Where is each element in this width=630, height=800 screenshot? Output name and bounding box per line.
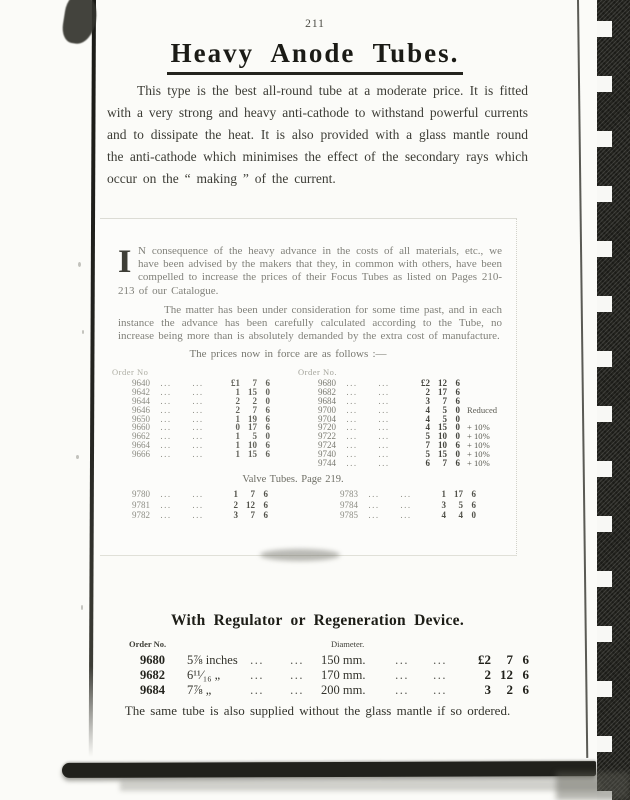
price-p0: £2 <box>421 378 430 389</box>
dots-leader: ... <box>160 440 172 450</box>
page-number: 211 <box>305 18 325 30</box>
price-p1: 5 <box>458 499 463 510</box>
dots-leader: ... <box>378 431 390 442</box>
price-p0: 3 <box>425 396 430 407</box>
price-p1: 5 <box>442 404 447 415</box>
dots-leader: ... <box>346 431 358 442</box>
price-p2: 0 <box>265 396 270 407</box>
price-p0: 2 <box>425 387 430 398</box>
price-p1: 15 <box>248 448 257 459</box>
dots-leader: ... <box>192 448 204 459</box>
dots-leader: ... <box>160 404 172 415</box>
price-p2: 0 <box>265 431 270 442</box>
cell-no: 9660 <box>132 422 150 433</box>
price-p0: 0 <box>235 422 240 433</box>
dots-leader: ... <box>368 510 380 521</box>
cell-no: 9724 <box>318 440 336 450</box>
cell-diameter: 200 mm. <box>321 683 366 698</box>
dots-leader: ... <box>192 396 204 407</box>
dots-leader: ... <box>395 668 409 683</box>
price-p2: 6 <box>263 489 268 500</box>
cell-no: 9780 <box>132 489 150 500</box>
price-p2: 0 <box>455 404 460 415</box>
cell-note <box>460 379 516 388</box>
dots-leader: ... <box>433 653 447 667</box>
notice-paragraph-1-text: N consequence of the heavy advance in the costs of all materials, etc., we have been advised by the makers that they, in common with others, have been compelled to increase the prices of their Focus Tubes as listed on Pages 210-213 of our Catalogue. <box>118 245 502 297</box>
cell-no: 9680 <box>140 653 165 667</box>
cell-no: 9722 <box>318 431 336 442</box>
price-p1: 17 <box>438 387 447 398</box>
dots-leader: ... <box>160 378 172 389</box>
price-p2: 6 <box>455 396 460 407</box>
cell-diameter: 170 mm. <box>321 668 366 683</box>
dots-leader: ... <box>346 396 358 407</box>
price-p1: 7 <box>252 378 257 389</box>
dots-leader: ... <box>192 440 204 450</box>
dots-leader: ... <box>192 489 204 500</box>
price-p1: 7 <box>250 510 255 521</box>
price-p0: 3 <box>441 499 446 510</box>
price-p0: 4 <box>425 404 430 415</box>
price-p2: 6 <box>471 499 476 510</box>
cell-no: 9662 <box>132 431 150 442</box>
dots-leader: ... <box>346 440 358 450</box>
price-p2: 6 <box>455 457 460 468</box>
price-p2: 0 <box>265 387 270 398</box>
cell-no: 9642 <box>132 387 150 398</box>
price-p1: 15 <box>438 422 447 433</box>
cell-no: 9684 <box>318 396 336 407</box>
dots-leader: ... <box>368 499 380 510</box>
dots-leader: ... <box>368 489 380 500</box>
dots-leader: ... <box>160 413 172 424</box>
dots-leader: ... <box>378 378 390 389</box>
order-no-column-header: Order No. <box>129 639 167 649</box>
cell-no: 9646 <box>132 404 150 415</box>
cell-no: 9666 <box>132 448 150 459</box>
cell-size: 5⅞ inches <box>187 653 238 667</box>
price-p0: 4 <box>441 510 446 521</box>
dots-leader: ... <box>160 499 172 510</box>
dots-leader: ... <box>192 413 204 424</box>
prices-intro: The prices now in force are as follows :— <box>189 348 387 361</box>
cell-note: + 10% <box>467 448 490 459</box>
cell-note: + 10% <box>467 422 490 433</box>
cell-no: 9664 <box>132 440 150 450</box>
cell-no: 9682 <box>140 668 165 683</box>
price-p2: 6 <box>471 489 476 500</box>
regulator-heading: With Regulator or Regeneration Device. <box>170 612 464 629</box>
cell-no: 9700 <box>318 404 336 415</box>
cell-no: 9782 <box>132 510 150 521</box>
price-p2: 6 <box>265 448 270 459</box>
price-p1: 17 <box>248 422 257 433</box>
dots-leader: ... <box>160 387 172 398</box>
price-p1: 7 <box>506 652 513 667</box>
price-p2: 0 <box>455 422 460 433</box>
dots-leader: ... <box>160 396 172 407</box>
dots-leader: ... <box>160 422 172 433</box>
price-tables <box>110 367 516 467</box>
cell-note <box>460 388 516 397</box>
dots-leader: ... <box>378 396 390 407</box>
cell-note: + 10% <box>467 431 490 442</box>
price-p1: 4 <box>458 510 463 521</box>
price-p0: 6 <box>425 457 430 468</box>
dots-leader: ... <box>346 387 358 398</box>
price-p2: 6 <box>265 378 270 389</box>
notice-paragraph-2: The matter has been under consideration for some time past, and in each instance the advance has been carefully calculated according to the Tube, no increase being more than is absolutely demanded by the extra cost of manufacture. <box>118 303 502 343</box>
price-p2: 0 <box>455 413 460 424</box>
price-p0: 7 <box>425 440 430 450</box>
dots-leader: ... <box>378 448 390 459</box>
order-no-header-left: Order No <box>112 367 149 378</box>
order-no-header-right: Order No. <box>298 367 337 378</box>
price-p0: 3 <box>233 510 238 521</box>
price-p1: 7 <box>250 489 255 500</box>
price-p1: 5 <box>442 413 447 424</box>
price-p1: 12 <box>246 499 255 510</box>
cell-diameter: 150 mm. <box>321 653 366 667</box>
scan-smudge-slip <box>260 549 340 561</box>
price-p0: 1 <box>441 489 446 500</box>
dots-leader: ... <box>192 431 204 442</box>
price-table-left-wrap <box>110 367 270 467</box>
drop-cap-initial: I <box>118 244 131 280</box>
valve-tables <box>110 489 516 520</box>
price-p1: 2 <box>252 396 257 407</box>
price-table-right <box>296 379 516 467</box>
price-p0: 1 <box>235 413 240 424</box>
price-p1: 10 <box>438 440 447 450</box>
price-p2: 6 <box>455 440 460 450</box>
dots-leader: ... <box>378 413 390 424</box>
dots-leader: ... <box>250 668 264 683</box>
price-p2: 6 <box>455 378 460 389</box>
dots-leader: ... <box>433 668 447 683</box>
price-p0: £2 <box>478 652 491 667</box>
price-p1: 5 <box>252 431 257 442</box>
regulator-section <box>105 612 530 699</box>
cell-no: 9684 <box>140 683 165 698</box>
price-p2: 6 <box>265 413 270 424</box>
dots-leader: ... <box>250 683 264 698</box>
cell-no: 9784 <box>340 499 358 510</box>
dots-leader: ... <box>192 387 204 398</box>
dots-leader: ... <box>160 431 172 442</box>
cell-no: 9744 <box>318 457 336 468</box>
dots-leader: ... <box>192 404 204 415</box>
regulator-table <box>117 653 530 699</box>
price-p0: 1 <box>235 440 240 450</box>
cell-size: 6¹¹⁄₁₆ „ <box>187 668 221 683</box>
price-p2: 6 <box>265 422 270 433</box>
dots-leader: ... <box>192 499 204 510</box>
regulator-table-headers <box>105 639 530 653</box>
title-wrap <box>105 38 525 75</box>
cell-no: 9682 <box>318 387 336 398</box>
dots-leader: ... <box>290 683 304 698</box>
price-p2: 0 <box>471 510 476 521</box>
price-p1: 12 <box>438 378 447 389</box>
dots-leader: ... <box>346 413 358 424</box>
cell-note: Reduced <box>467 404 498 415</box>
price-p2: 6 <box>263 499 268 510</box>
dots-leader: ... <box>378 457 390 468</box>
pasted-notice <box>100 218 517 556</box>
price-p2: 6 <box>265 440 270 450</box>
price-p1: 10 <box>248 440 257 450</box>
dots-leader: ... <box>400 489 412 500</box>
price-p0: £1 <box>231 378 240 389</box>
dots-leader: ... <box>250 653 264 667</box>
dots-leader: ... <box>378 422 390 433</box>
dots-leader: ... <box>346 422 358 433</box>
price-table-left <box>110 379 270 458</box>
dots-leader: ... <box>395 683 409 698</box>
dots-leader: ... <box>192 378 204 389</box>
price-p2: 6 <box>522 652 529 667</box>
price-p1: 10 <box>438 431 447 442</box>
dots-leader: ... <box>346 404 358 415</box>
dots-leader: ... <box>160 448 172 459</box>
cell-no: 9740 <box>318 448 336 459</box>
dots-leader: ... <box>346 378 358 389</box>
footer-note: The same tube is also supplied without the glass mantle if so ordered. <box>124 703 511 718</box>
price-p0: 4 <box>425 422 430 433</box>
price-p2: 6 <box>522 667 529 683</box>
cell-note: + 10% <box>467 457 490 468</box>
price-p0: 1 <box>235 387 240 398</box>
price-p0: 1 <box>233 489 238 500</box>
cell-no: 9720 <box>318 422 336 433</box>
dots-leader: ... <box>378 440 390 450</box>
price-p0: 5 <box>425 448 430 459</box>
price-p2: 6 <box>522 682 529 698</box>
cell-size: 7⅞ „ <box>187 683 212 698</box>
dots-leader: ... <box>192 422 204 433</box>
valve-table-left <box>110 489 268 520</box>
price-p1: 12 <box>500 667 513 683</box>
price-p1: 2 <box>506 682 513 698</box>
dots-leader: ... <box>160 489 172 500</box>
price-p0: 1 <box>235 448 240 459</box>
price-p0: 2 <box>235 396 240 407</box>
cell-no: 9785 <box>340 510 358 521</box>
dots-leader: ... <box>290 668 304 683</box>
notice-paragraph-1 <box>118 245 502 298</box>
cell-no: 9704 <box>318 413 336 424</box>
dots-leader: ... <box>400 510 412 521</box>
price-p2: 0 <box>455 431 460 442</box>
price-p0: 3 <box>484 682 491 698</box>
price-p0: 1 <box>235 431 240 442</box>
dots-leader: ... <box>160 510 172 521</box>
intro-paragraph: This type is the best all-round tube at a moderate price. It is fitted with a very strong and heavy anti-cathode to withstand powerful currents and to dissipate the heat. It is also provided with a glass mantle round the anti-cathode which minimises the effect of the secondary rays which occur on the “ making ” of the current. <box>107 83 528 186</box>
dots-leader: ... <box>433 683 447 698</box>
price-p0: 2 <box>484 667 491 683</box>
dots-leader: ... <box>378 387 390 398</box>
dots-leader: ... <box>346 457 358 468</box>
page-title: Heavy Anode Tubes. <box>167 38 464 75</box>
dots-leader: ... <box>378 404 390 415</box>
price-p2: 6 <box>455 387 460 398</box>
price-p0: 5 <box>425 431 430 442</box>
cell-no: 9650 <box>132 413 150 424</box>
price-p1: 7 <box>442 457 447 468</box>
cell-no: 9640 <box>132 378 150 389</box>
price-p2: 6 <box>263 510 268 521</box>
dots-leader: ... <box>346 448 358 459</box>
cell-no: 9783 <box>340 489 358 500</box>
price-p1: 17 <box>454 489 463 500</box>
cell-note: + 10% <box>467 440 490 450</box>
price-p0: 2 <box>235 404 240 415</box>
diameter-column-header: Diameter. <box>331 639 365 649</box>
price-p1: 7 <box>252 404 257 415</box>
price-p0: 4 <box>425 413 430 424</box>
price-p1: 19 <box>248 413 257 424</box>
price-p1: 15 <box>438 448 447 459</box>
dots-leader: ... <box>395 653 409 667</box>
cell-no: 9680 <box>318 378 336 389</box>
valve-tubes-heading: Valve Tubes. Page 219. <box>242 474 344 486</box>
dots-leader: ... <box>400 499 412 510</box>
dots-leader: ... <box>290 653 304 667</box>
valve-table-right <box>318 489 476 520</box>
price-p1: 7 <box>442 396 447 407</box>
dots-leader: ... <box>192 510 204 521</box>
cell-no: 9781 <box>132 499 150 510</box>
price-table-right-wrap <box>296 367 516 467</box>
price-p2: 0 <box>455 448 460 459</box>
cell-no: 9644 <box>132 396 150 407</box>
price-p2: 6 <box>265 404 270 415</box>
price-p1: 15 <box>248 387 257 398</box>
price-p0: 2 <box>233 499 238 510</box>
